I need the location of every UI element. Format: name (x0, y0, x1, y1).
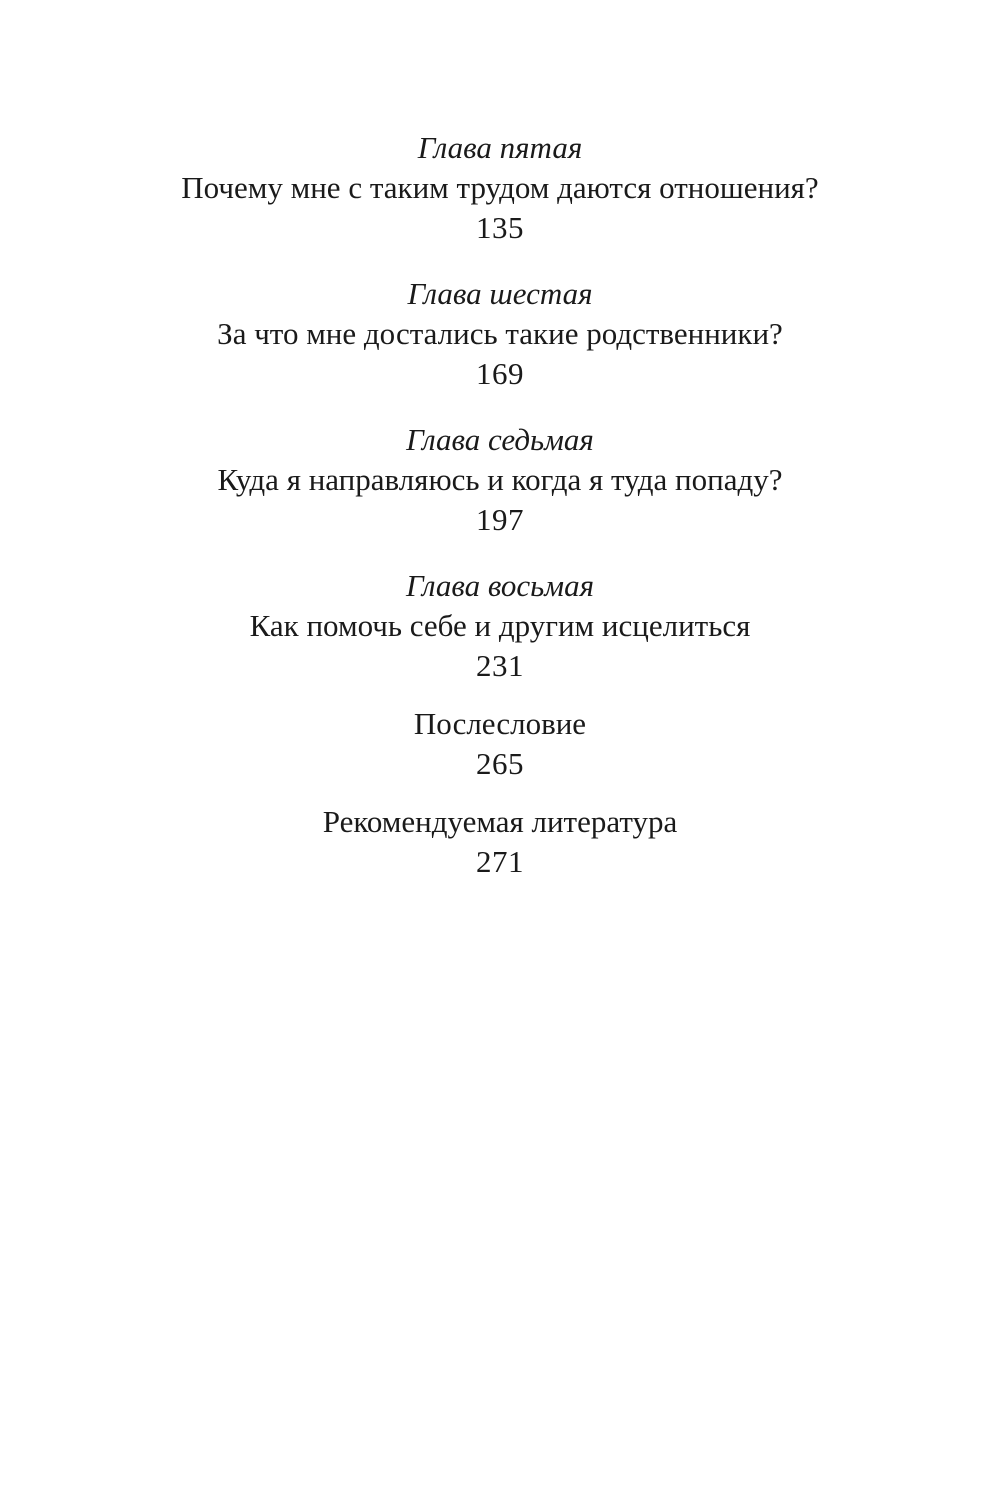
toc-entry-chapter-7 (0, 420, 1000, 540)
page-number: 265 (476, 746, 524, 781)
toc-entry-chapter-5 (0, 128, 1000, 248)
section-title: Рекомендуемая литература (322, 804, 678, 839)
chapter-label: Глава восьмая (406, 568, 594, 603)
page-number: 135 (476, 210, 524, 245)
section-title: Послесловие (413, 706, 587, 741)
page-number: 231 (476, 648, 524, 683)
toc-entry-recommended-reading (0, 802, 1000, 882)
page-number: 169 (476, 356, 524, 391)
chapter-title: Куда я направляюсь и когда я туда попаду? (217, 462, 783, 497)
toc-entry-afterword (0, 704, 1000, 784)
chapter-label: Глава пятая (417, 130, 583, 165)
page-number: 197 (476, 502, 524, 537)
chapter-label: Глава шестая (407, 276, 593, 311)
toc-entry-chapter-6 (0, 274, 1000, 394)
page-number: 271 (476, 844, 524, 879)
chapter-title: За что мне достались такие родственники? (217, 316, 783, 351)
chapter-title: Как помочь себе и другим исцелиться (249, 608, 751, 643)
toc-entry-chapter-8 (0, 566, 1000, 686)
chapter-label: Глава седьмая (406, 422, 594, 457)
chapter-title: Почему мне с таким трудом даются отношения? (181, 170, 819, 205)
